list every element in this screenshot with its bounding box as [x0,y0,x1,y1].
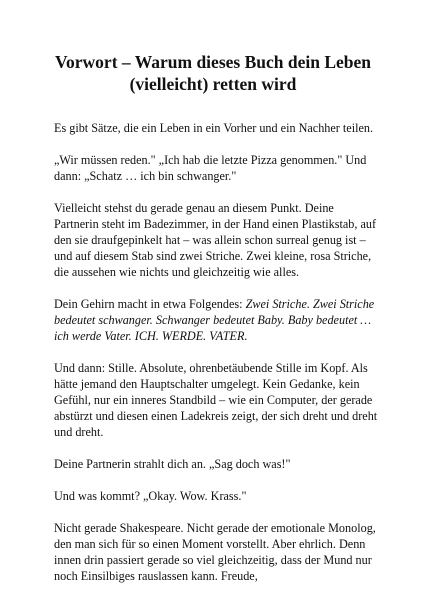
paragraph-8: Nicht gerade Shakespeare. Nicht gerade der emotionale Monolog, den man sich für so einen Moment vorstellt. Aber ehrlich. Denn innen drin passiert gerade so viel gleichzeitig, dass der Mund nur noch Einsilbiges rauslassen kann. Freude, [54,521,376,583]
chapter-title [30,51,396,95]
paragraph-3: Vielleicht stehst du gerade genau an diesem Punkt. Deine Partnerin steht im Badezimmer, in der Hand einen Plastikstab, auf den sie draufgepinkelt hat – was allein schon surreal genug ist – und auf diesem Stab sind zwei Striche. Zwei kleine, rosa Striche, die aussehen wie nichts und gleichzeitig wie alles. [54,201,377,279]
paragraph-4-intro: Dein Gehirn macht in etwa Folgendes: [54,297,246,311]
paragraph-7: Und was kommt? „Okay. Wow. Krass." [54,489,247,503]
paragraph-2: „Wir müssen reden." „Ich hab die letzte Pizza genommen." Und dann: „Schatz … ich bin schwanger." [54,153,367,183]
chapter-title-line-2: (vielleicht) retten wird [129,74,297,94]
paragraph-4-italic: Zwei Striche. Zwei Striche bedeutet schwanger. Schwanger bedeutet Baby. Baby bedeutet … ich werde Vater. ICH. WERDE. VATER. [54,297,375,343]
paragraph-1: Es gibt Sätze, die ein Leben in ein Vorher und ein Nachher teilen. [54,121,374,135]
paragraph-5: Und dann: Stille. Absolute, ohrenbetäubende Stille im Kopf. Als hätte jemand den Hauptschalter umgelegt. Kein Gedanke, kein Gefühl, nur ein inneres Standbild – wie ein Computer, der gerade abstürzt und diesen einen Ladekreis zeigt, der sich dreht und dreht und dreht. [54,361,378,439]
body-text [54,120,378,600]
paragraph-6: Deine Partnerin strahlt dich an. „Sag doch was!" [54,457,291,471]
paragraph-4 [54,296,378,344]
chapter-title-line-1: Vorwort – Warum dieses Buch dein Leben [55,52,371,72]
